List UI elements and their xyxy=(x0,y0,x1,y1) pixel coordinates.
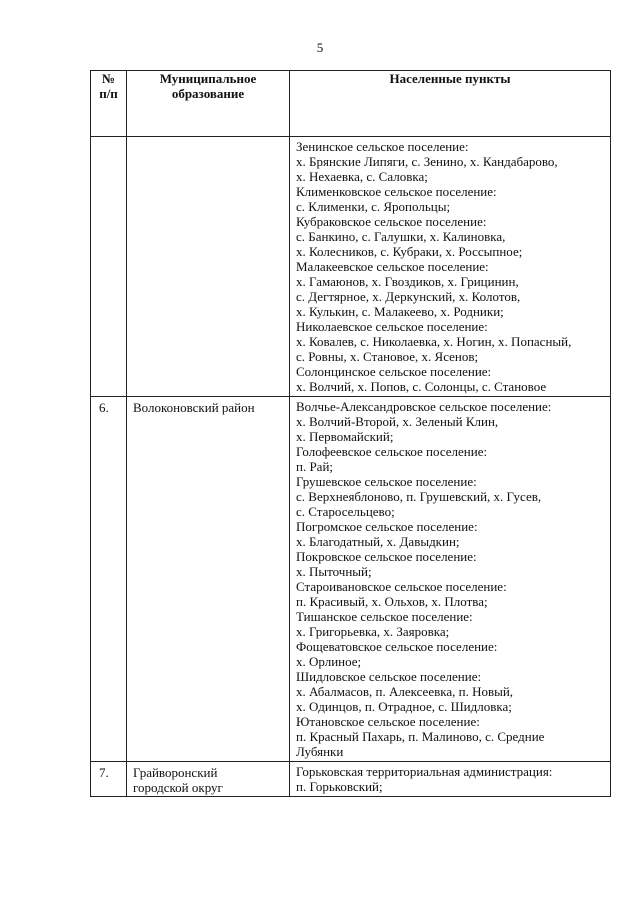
settlement-line: с. Дегтярное, х. Деркунский, х. Колотов, xyxy=(296,289,521,304)
settlement-line: с. Ровны, х. Становое, х. Ясенов; xyxy=(296,349,479,364)
settlement-line: Ютановское сельское поселение: xyxy=(296,714,480,729)
settlement-line: Шидловское сельское поселение: xyxy=(296,669,482,684)
settlement-line: с. Клименки, с. Яропольцы; xyxy=(296,199,451,214)
settlement-line: х. Первомайский; xyxy=(296,429,394,444)
settlement-line: Староивановское сельское поселение: xyxy=(296,579,507,594)
header-number: № п/п xyxy=(91,71,127,137)
settlement-line: х. Орлиное; xyxy=(296,654,362,669)
settlements-cell xyxy=(290,762,611,797)
settlement-line: х. Абалмасов, п. Алексеевка, п. Новый, xyxy=(296,684,514,699)
settlement-line: Покровское сельское поселение: xyxy=(296,549,477,564)
settlement-line: Малакеевское сельское поселение: xyxy=(296,259,489,274)
settlements-table xyxy=(90,70,611,797)
table-header-row xyxy=(91,71,611,137)
settlement-line: х. Кулькин, с. Малакеево, х. Родники; xyxy=(296,304,504,319)
settlement-line: Грушевское сельское поселение: xyxy=(296,474,477,489)
settlement-line: х. Благодатный, х. Давыдкин; xyxy=(296,534,460,549)
settlement-line: Голофеевское сельское поселение: xyxy=(296,444,488,459)
settlement-line: с. Старосельцево; xyxy=(296,504,395,519)
settlement-line: Волчье-Александровское сельское поселение: xyxy=(296,399,552,414)
municipality-cell xyxy=(127,137,290,397)
table-row xyxy=(91,397,611,762)
municipality-line: Волоконовский район xyxy=(133,400,255,415)
settlement-line: с. Верхнеяблоново, п. Грушевский, х. Гусев, xyxy=(296,489,542,504)
settlement-line: х. Григорьевка, х. Заяровка; xyxy=(296,624,450,639)
settlement-line: х. Нехаевка, с. Саловка; xyxy=(296,169,428,184)
settlements-cell xyxy=(290,397,611,762)
header-settlements: Населенные пункты xyxy=(290,71,611,137)
settlement-line: х. Волчий, х. Попов, с. Солонцы, с. Становое xyxy=(296,379,547,394)
settlement-line: Горьковская территориальная администрация: xyxy=(296,764,553,779)
row-number: 6. xyxy=(91,397,127,762)
settlement-line: х. Колесников, с. Кубраки, х. Россыпное; xyxy=(296,244,523,259)
settlement-line: Зенинское сельское поселение: xyxy=(296,139,469,154)
row-number xyxy=(91,137,127,397)
row-number: 7. xyxy=(91,762,127,797)
settlement-line: х. Брянские Липяги, с. Зенино, х. Кандабарово, xyxy=(296,154,558,169)
settlement-line: х. Пыточный; xyxy=(296,564,372,579)
municipality-line: Грайворонский xyxy=(133,765,218,780)
municipality-cell xyxy=(127,762,290,797)
settlement-line: п. Красный Пахарь, п. Малиново, с. Средние xyxy=(296,729,545,744)
settlement-line: Клименковское сельское поселение: xyxy=(296,184,497,199)
settlement-line: Погромское сельское поселение: xyxy=(296,519,478,534)
table-body xyxy=(91,137,611,797)
municipality-cell xyxy=(127,397,290,762)
settlement-line: Николаевское сельское поселение: xyxy=(296,319,488,334)
settlement-line: с. Банкино, с. Галушки, х. Калиновка, xyxy=(296,229,506,244)
settlement-line: х. Одинцов, п. Отрадное, с. Шидловка; xyxy=(296,699,512,714)
page-number: 5 xyxy=(316,40,324,55)
header-municipality: Муниципальное образование xyxy=(127,71,290,137)
settlement-line: Тишанское сельское поселение: xyxy=(296,609,473,624)
settlement-line: Кубраковское сельское поселение: xyxy=(296,214,487,229)
settlement-line: п. Красивый, х. Ольхов, х. Плотва; xyxy=(296,594,488,609)
municipality-line: городской округ xyxy=(133,780,223,795)
table-row xyxy=(91,137,611,397)
settlement-line: х. Гамаюнов, х. Гвоздиков, х. Грицинин, xyxy=(296,274,519,289)
settlement-line: Солонцинское сельское поселение: xyxy=(296,364,492,379)
settlement-line: п. Рай; xyxy=(296,459,334,474)
settlement-line: п. Горьковский; xyxy=(296,779,383,794)
table-row xyxy=(91,762,611,797)
settlement-line: Фощеватовское сельское поселение: xyxy=(296,639,498,654)
settlement-line: Лубянки xyxy=(296,744,344,759)
settlements-cell xyxy=(290,137,611,397)
settlement-line: х. Волчий-Второй, х. Зеленый Клин, xyxy=(296,414,499,429)
settlement-line: х. Ковалев, с. Николаевка, х. Ногин, х. Попасный, xyxy=(296,334,572,349)
